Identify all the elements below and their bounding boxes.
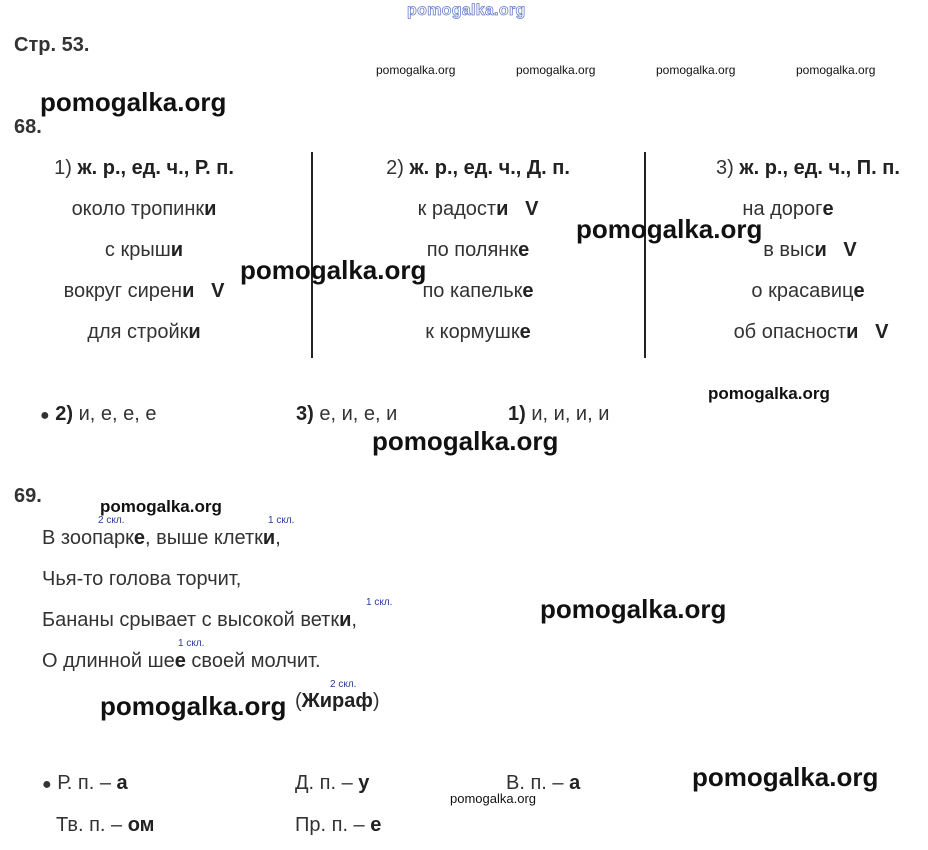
list-item: по полянке (426, 239, 530, 261)
declension-tag: 1 скл. (178, 638, 205, 649)
watermark-small: pomogalka.org (516, 63, 596, 77)
watermark-small: pomogalka.org (656, 63, 736, 77)
poem-line-3: Бананы срывает с высокой ветки, (42, 609, 357, 631)
watermark-medium: pomogalka.org (100, 497, 222, 516)
watermark-small: pomogalka.org (376, 63, 456, 77)
answer-68-3: 1) и, и, и, и (508, 403, 610, 425)
list-item: к радости V (417, 198, 539, 220)
list-item: с крыши (104, 239, 184, 261)
watermark-large: pomogalka.org (100, 691, 287, 721)
check-mark: V (843, 239, 857, 261)
declension-tag: 2 скл. (98, 515, 125, 526)
list-item: по капельке (422, 280, 534, 302)
watermark-large: pomogalka.org (576, 214, 763, 244)
watermark-large: pomogalka.org (372, 426, 559, 456)
list-item: на дороге (742, 198, 834, 220)
declension-tag: 1 скл. (366, 597, 393, 608)
page-label: Стр. 53. (14, 34, 90, 56)
answer-68-1: ● 2) и, е, е, е (40, 403, 157, 425)
watermark-large: pomogalka.org (692, 762, 879, 792)
column-3-heading: 3) ж. р., ед. ч., П. п. (716, 157, 900, 179)
answer-68-2: 3) е, и, е, и (296, 403, 398, 425)
list-item: об опасности V (733, 321, 889, 343)
column-divider (644, 152, 646, 358)
list-item: к кормушке (425, 321, 531, 343)
declension-tag: 1 скл. (268, 515, 295, 526)
exercise-68-number: 68. (14, 116, 42, 138)
watermark-small: pomogalka.org (796, 63, 876, 77)
check-mark: V (525, 198, 539, 220)
list-item: для стройки (87, 321, 201, 343)
watermark-large: pomogalka.org (40, 87, 227, 117)
riddle-answer: (Жираф) (295, 690, 380, 712)
declension-tag: 2 скл. (330, 679, 357, 690)
ending-instrumental: Тв. п. – ом (56, 814, 155, 836)
check-mark: V (875, 321, 889, 343)
list-item: в выси V (763, 239, 857, 261)
ending-prepositional: Пр. п. – е (295, 814, 382, 836)
list-item: вокруг сирени V (63, 280, 225, 302)
watermark-medium: pomogalka.org (708, 384, 830, 403)
poem-line-2: Чья-то голова торчит, (42, 568, 242, 590)
poem-line-4: О длинной шее своей молчит. (42, 650, 321, 672)
watermark-small: pomogalka.org (450, 791, 536, 806)
watermark-top: pomogalka.org (407, 2, 526, 19)
column-2-heading: 2) ж. р., ед. ч., Д. п. (386, 157, 570, 179)
exercise-69-number: 69. (14, 485, 42, 507)
watermark-large: pomogalka.org (240, 255, 427, 285)
ending-genitive: ● Р. п. – а (42, 772, 128, 794)
check-mark: V (211, 280, 225, 302)
watermark-large: pomogalka.org (540, 594, 727, 624)
column-1-heading: 1) ж. р., ед. ч., Р. п. (54, 157, 234, 179)
list-item: о красавице (751, 280, 865, 302)
poem-line-1: В зоопарке, выше клетки, (42, 527, 281, 549)
list-item: около тропинки (71, 198, 217, 220)
ending-dative: Д. п. – у (295, 772, 370, 794)
ending-accusative: В. п. – а (506, 772, 581, 794)
